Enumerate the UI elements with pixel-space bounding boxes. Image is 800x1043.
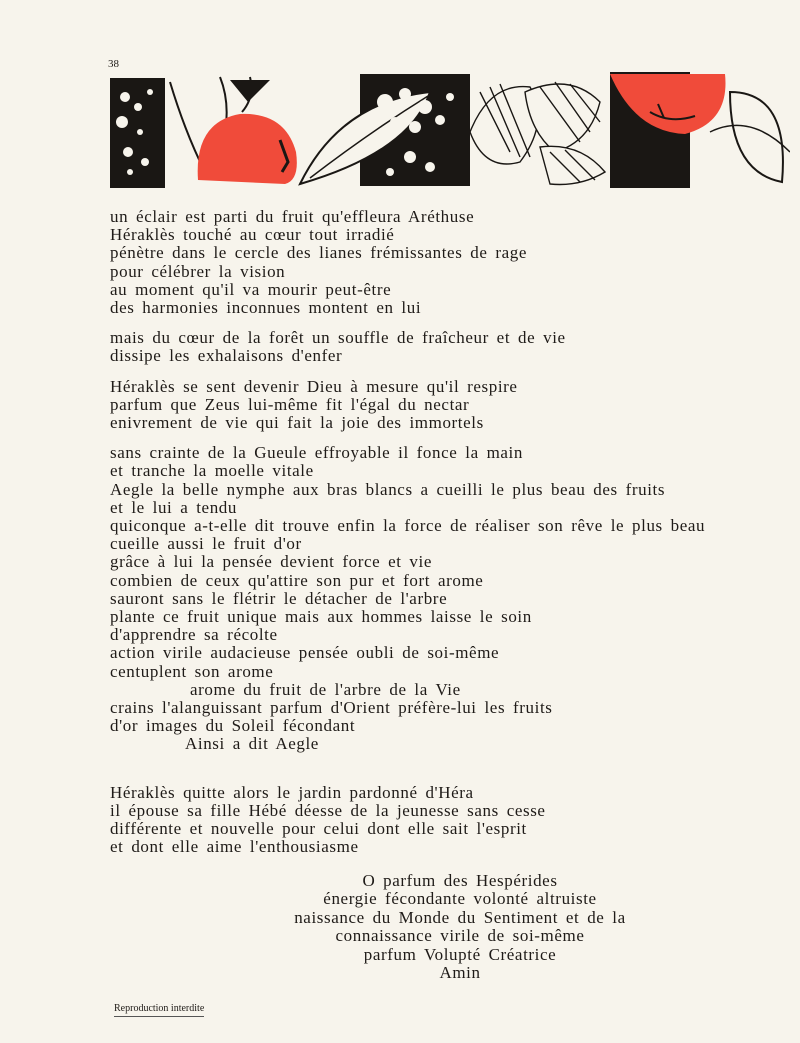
- verse-line: un éclair est parti du fruit qu'effleura Aréthuse: [110, 207, 475, 226]
- footer-notice: Reproduction interdite: [114, 1003, 204, 1017]
- verse-line: parfum Volupté Créatrice: [363, 944, 557, 964]
- verse-line: parfum que Zeus lui-même fit l'égal du nectar: [110, 394, 470, 414]
- page-number: 38: [108, 58, 119, 70]
- verse-line: grâce à lui la pensée devient force et vie: [110, 552, 432, 572]
- verse-line: Héraklès touché au cœur tout irradié: [110, 225, 395, 245]
- verse-line: Héraklès se sent devenir Dieu à mesure qu'il respire: [110, 376, 518, 396]
- verse-line: des harmonies inconnues montent en lui: [110, 298, 422, 318]
- verse-line: et dont elle aime l'enthousiasme: [110, 837, 359, 857]
- verse-line: combien de ceux qu'attire son pur et fort arome: [110, 570, 484, 590]
- verse-line: Aegle la belle nymphe aux bras blancs a cueilli le plus beau des fruits: [110, 479, 666, 499]
- verse-line: pénètre dans le cercle des lianes frémissantes de rage: [110, 243, 528, 263]
- stanza-5: [110, 784, 790, 857]
- verse-line: quiconque a-t-elle dit trouve enfin la force de réaliser son rêve le plus beau: [110, 516, 706, 536]
- verse-line: pour célébrer la vision: [110, 261, 286, 281]
- verse-line: et tranche la moelle vitale: [110, 461, 314, 481]
- verse-line: cueille aussi le fruit d'or: [110, 534, 302, 554]
- stanza-2: [110, 329, 790, 365]
- finale-stanza: [240, 872, 680, 982]
- verse-line: mais du cœur de la forêt un souffle de fraîcheur et de vie: [110, 328, 566, 348]
- stanza-1: [110, 208, 790, 317]
- verse-line: enivrement de vie qui fait la joie des immortels: [110, 413, 484, 433]
- verse-line: sans crainte de la Gueule effroyable il fonce la main: [110, 443, 523, 463]
- verse-line: il épouse sa fille Hébé déesse de la jeunesse sans cesse: [110, 800, 546, 820]
- verse-line: sauront sans le flétrir le détacher de l'arbre: [110, 588, 448, 608]
- verse-line: au moment qu'il va mourir peut-être: [110, 279, 392, 299]
- verse-line: d'or images du Soleil fécondant: [110, 716, 356, 736]
- verse-line: énergie fécondante volonté altruiste: [323, 889, 597, 909]
- verse-line: centuplent son arome: [110, 661, 274, 681]
- stanza-3: [110, 378, 790, 433]
- verse-line: connaissance virile de soi-même: [335, 926, 585, 946]
- verse-line: crains l'alanguissant parfum d'Orient préfère-lui les fruits: [110, 698, 553, 718]
- verse-line: naissance du Monde du Sentiment et de la: [294, 907, 626, 927]
- verse-line: Ainsi a dit Aegle: [185, 734, 319, 754]
- verse-line: O parfum des Hespérides: [362, 871, 558, 890]
- verse-line: plante ce fruit unique mais aux hommes laisse le soin: [110, 607, 532, 627]
- verse-line: dissipe les exhalaisons d'enfer: [110, 346, 343, 366]
- verse-line: d'apprendre sa récolte: [110, 625, 278, 645]
- poem-body: [110, 208, 790, 869]
- verse-line: Héraklès quitte alors le jardin pardonné d'Héra: [110, 782, 474, 802]
- verse-line: arome du fruit de l'arbre de la Vie: [190, 679, 461, 699]
- verse-line: différente et nouvelle pour celui dont elle sait l'esprit: [110, 819, 527, 839]
- decorative-banner: [110, 72, 790, 188]
- stanza-4: [110, 444, 790, 753]
- verse-line: action virile audacieuse pensée oubli de soi-même: [110, 643, 500, 663]
- verse-line: Amin: [439, 963, 481, 983]
- verse-line: et le lui a tendu: [110, 497, 237, 517]
